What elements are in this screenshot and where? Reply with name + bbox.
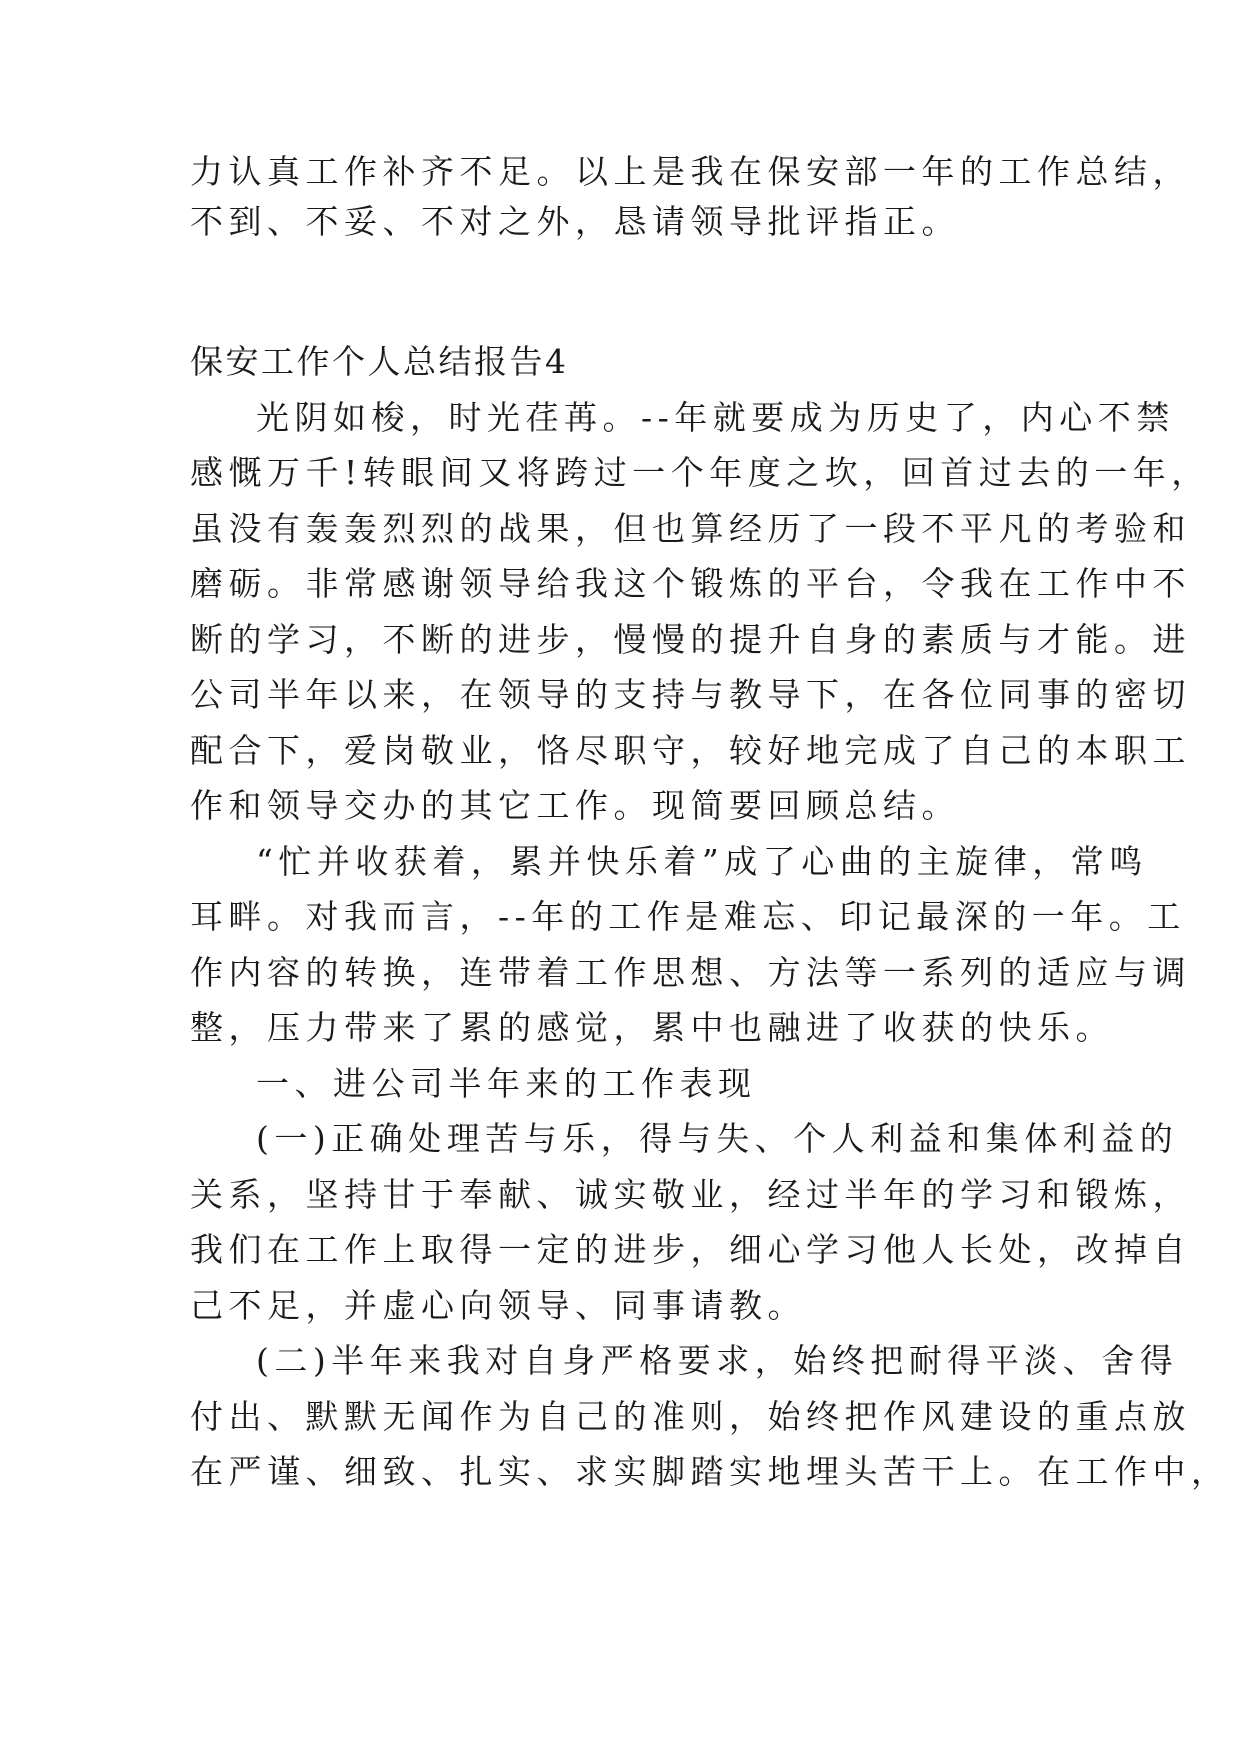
text-line: 付出、默默无闻作为自己的准则，始终把作风建设的重点放 <box>190 1397 1191 1436</box>
paragraph-first-line: “忙并收获着，累并快乐着”成了心曲的主旋律，常鸣 <box>256 842 1148 881</box>
text-line: 配合下，爱岗敬业，恪尽职守，较好地完成了自己的本职工 <box>190 731 1191 770</box>
paragraph-first-line: (二)半年来我对自身严格要求，始终把耐得平淡、舍得 <box>256 1341 1179 1380</box>
paragraph-first-line: (一)正确处理苦与乐，得与失、个人利益和集体利益的 <box>256 1119 1179 1158</box>
text-line: 感慨万千!转眼间又将跨过一个年度之坎，回首过去的一年， <box>190 453 1210 492</box>
subheading: 一、进公司半年来的工作表现 <box>256 1064 757 1103</box>
text-line: 断的学习，不断的进步，慢慢的提升自身的素质与才能。进 <box>190 620 1191 659</box>
text-line: 我们在工作上取得一定的进步，细心学习他人长处，改掉自 <box>190 1230 1191 1269</box>
text-line: 关系，坚持甘于奉献、诚实敬业，经过半年的学习和锻炼， <box>190 1175 1191 1214</box>
text-line: 作内容的转换，连带着工作思想、方法等一系列的适应与调 <box>190 953 1191 992</box>
text-line: 己不足，并虚心向领导、同事请教。 <box>190 1286 806 1325</box>
paragraph-first-line: 光阴如梭，时光荏苒。--年就要成为历史了，内心不禁 <box>256 398 1175 437</box>
section-heading: 保安工作个人总结报告4 <box>190 342 569 381</box>
text-line: 耳畔。对我而言，--年的工作是难忘、印记最深的一年。工 <box>190 897 1186 936</box>
text-line: 磨砺。非常感谢领导给我这个锻炼的平台，令我在工作中不 <box>190 564 1191 603</box>
text-line: 公司半年以来，在领导的支持与教导下，在各位同事的密切 <box>190 675 1191 714</box>
text-line: 力认真工作补齐不足。以上是我在保安部一年的工作总结， <box>190 152 1191 191</box>
text-line: 虽没有轰轰烈烈的战果，但也算经历了一段不平凡的考验和 <box>190 509 1191 548</box>
text-line: 在严谨、细致、扎实、求实脚踏实地埋头苦干上。在工作中， <box>190 1452 1230 1491</box>
text-line: 不到、不妥、不对之外，恳请领导批评指正。 <box>190 202 960 241</box>
text-line: 整，压力带来了累的感觉，累中也融进了收获的快乐。 <box>190 1008 1114 1047</box>
text-line: 作和领导交办的其它工作。现简要回顾总结。 <box>190 786 960 825</box>
